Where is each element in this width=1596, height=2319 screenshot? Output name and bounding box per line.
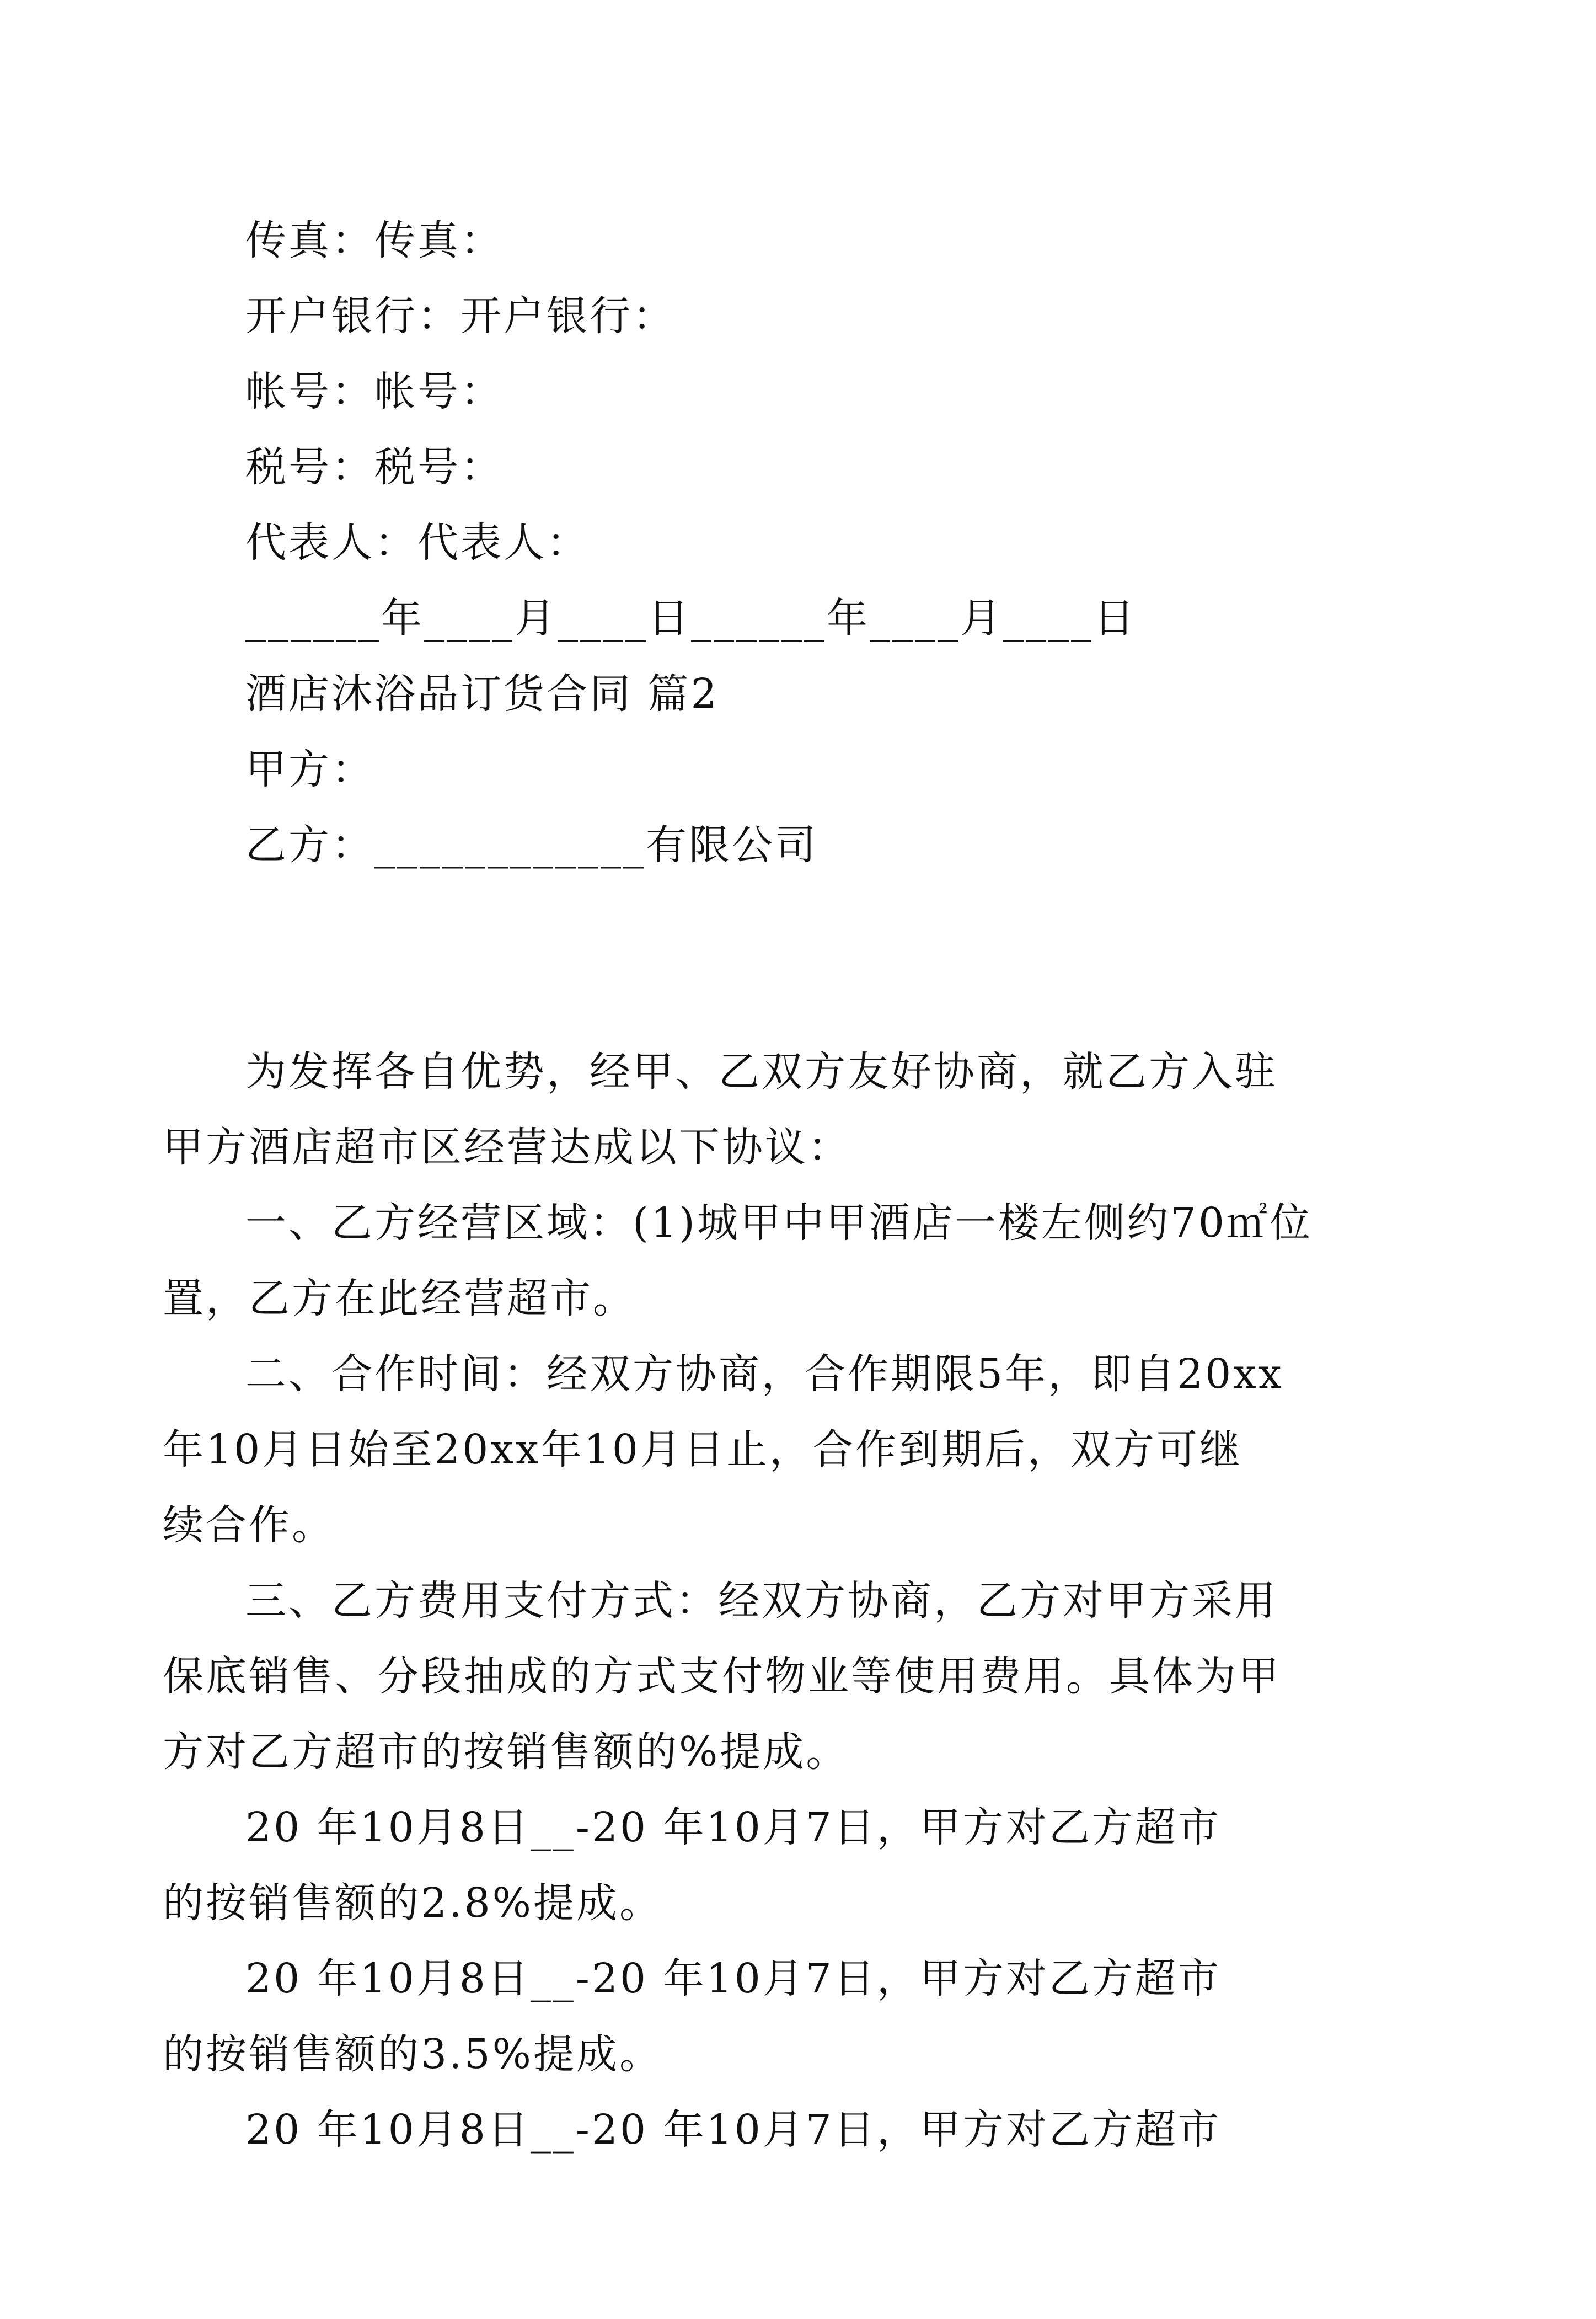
- paragraph-line: 三、乙方费用支付方式：经双方协商，乙方对甲方采用: [245, 1577, 1278, 1625]
- bank-line: [245, 279, 1357, 354]
- date-text: ______年____月____日______年____月____日: [245, 595, 1137, 642]
- tax-text: 税号：税号：: [245, 444, 504, 491]
- representative-text: 代表人：代表人：: [245, 519, 590, 567]
- paragraph-line: 的按销售额的3.5%提成。: [163, 2031, 662, 2078]
- paragraph-rate-3: [245, 1941, 1357, 2319]
- paragraph-line: 一、乙方经营区域：(1)城甲中甲酒店一楼左侧约70㎡位: [245, 1199, 1313, 1247]
- paragraph-line: 续合作。: [163, 1502, 335, 1549]
- paragraph-line: 甲方酒店超市区经营达成以下协议：: [163, 1124, 851, 1171]
- party-a-text: 甲方：: [245, 746, 374, 793]
- party-b-text: 乙方：____________有限公司: [245, 821, 818, 869]
- account-text: 帐号：帐号：: [245, 368, 504, 415]
- paragraph-line: 方对乙方超市的按销售额的%提成。: [163, 1728, 849, 1776]
- paragraph-line: 20 年10月8日__-20 年10月7日，甲方对乙方超市: [245, 1955, 1221, 2002]
- paragraph-line: 的按销售额的2.8%提成。: [163, 1879, 662, 1927]
- paragraph-line: 保底销售、分段抽成的方式支付物业等使用费用。具体为甲: [163, 1653, 1281, 1700]
- party-b-line: [245, 808, 1357, 883]
- account-line: [245, 354, 1357, 430]
- section-title: [245, 656, 1357, 732]
- paragraph-line: 20 年10月8日__-20 年10月7日，甲方对乙方超市: [245, 2106, 1221, 2154]
- representative-line: [245, 505, 1357, 581]
- paragraph-line: 置，乙方在此经营超市。: [163, 1275, 636, 1322]
- fax-line: [245, 203, 1357, 279]
- bank-text: 开户银行：开户银行：: [245, 292, 676, 340]
- paragraph-line: 二、合作时间：经双方协商，合作期限5年，即自20xx: [245, 1350, 1284, 1398]
- date-line: [245, 581, 1357, 656]
- fax-text: 传真：传真：: [245, 217, 504, 264]
- section-title-text: 酒店沐浴品订货合同 篇2: [245, 670, 719, 718]
- paragraph-line: 年10月日始至20xx年10月日止，合作到期后，双方可继: [163, 1426, 1242, 1473]
- paragraph-line: 为发挥各自优势，经甲、乙双方友好协商，就乙方入驻: [245, 1048, 1278, 1096]
- paragraph-line: 20 年10月8日__-20 年10月7日，甲方对乙方超市: [245, 1804, 1221, 1851]
- tax-line: [245, 430, 1357, 505]
- party-a-line: [245, 732, 1357, 808]
